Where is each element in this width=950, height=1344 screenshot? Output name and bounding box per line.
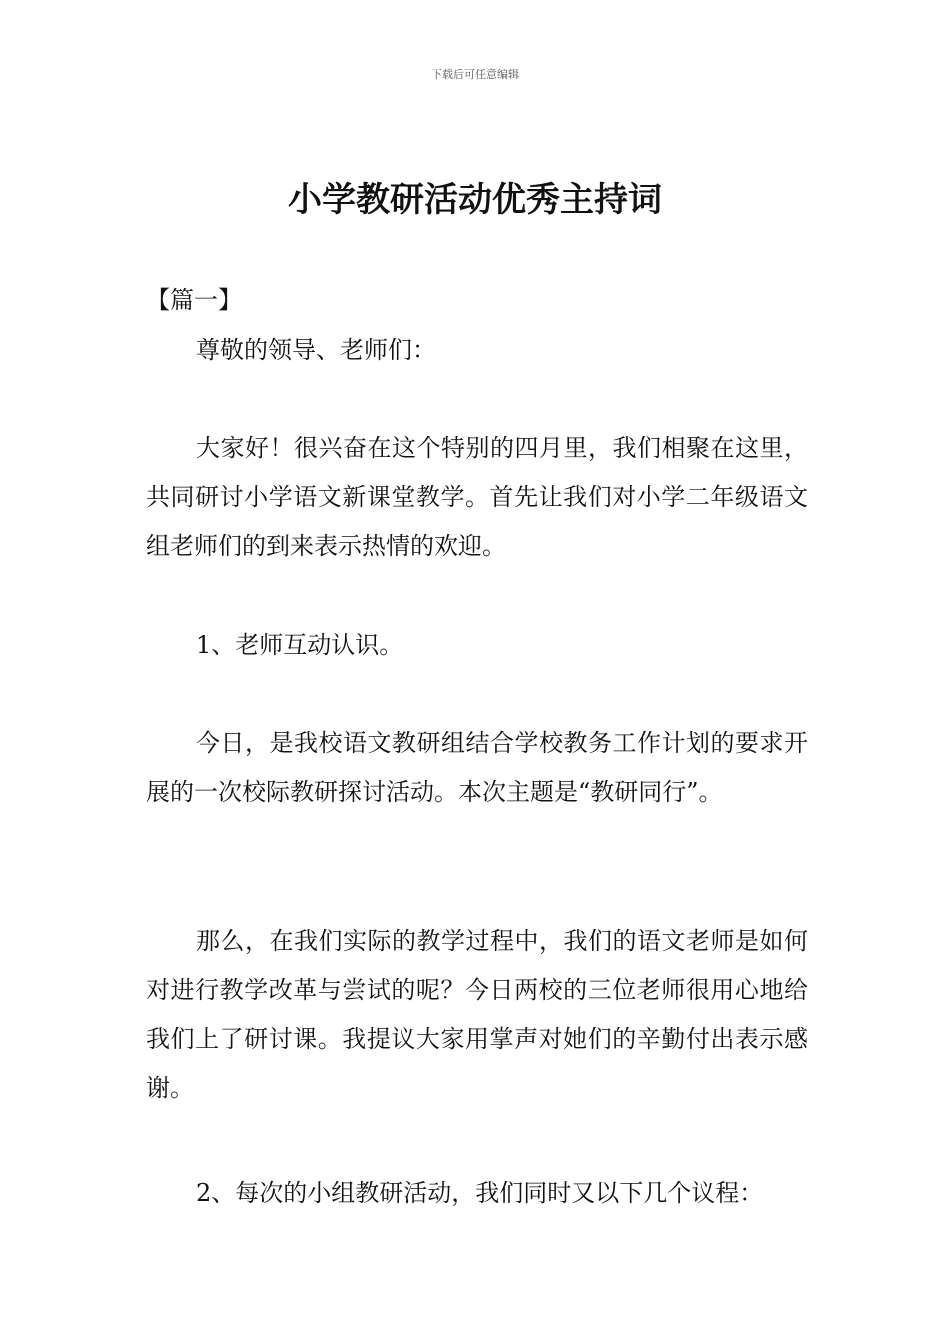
paragraph-item-1: 1、老师互动认识。 bbox=[196, 631, 404, 659]
paragraph-greeting: 大家好！很兴奋在这个特别的四月里，我们相聚在这里，共同研讨小学语文新课堂教学。首先让我们对小学二年级语文组老师们的到来表示热情的欢迎。 bbox=[146, 434, 808, 560]
paragraph-theme: 今日，是我校语文教研组结合学校教务工作计划的要求开展的一次校际教研探讨活动。本次主题是“教研同行”。 bbox=[146, 729, 808, 806]
paragraph-lessons: 那么，在我们实际的教学过程中，我们的语文老师是如何对进行教学改革与尝试的呢？今日两校的三位老师很用心地给我们上了研讨课。我提议大家用掌声对她们的辛勤付出表示感谢。 bbox=[146, 927, 808, 1102]
section-label: 【篇一】 bbox=[146, 286, 242, 314]
header-note: 下载后可任意编辑 bbox=[431, 68, 519, 81]
document-title: 小学教研活动优秀主持词 bbox=[288, 180, 662, 220]
paragraph-salutation: 尊敬的领导、老师们： bbox=[196, 336, 436, 364]
paragraph-item-2: 2、每次的小组教研活动，我们同时又以下几个议程： bbox=[196, 1179, 764, 1207]
